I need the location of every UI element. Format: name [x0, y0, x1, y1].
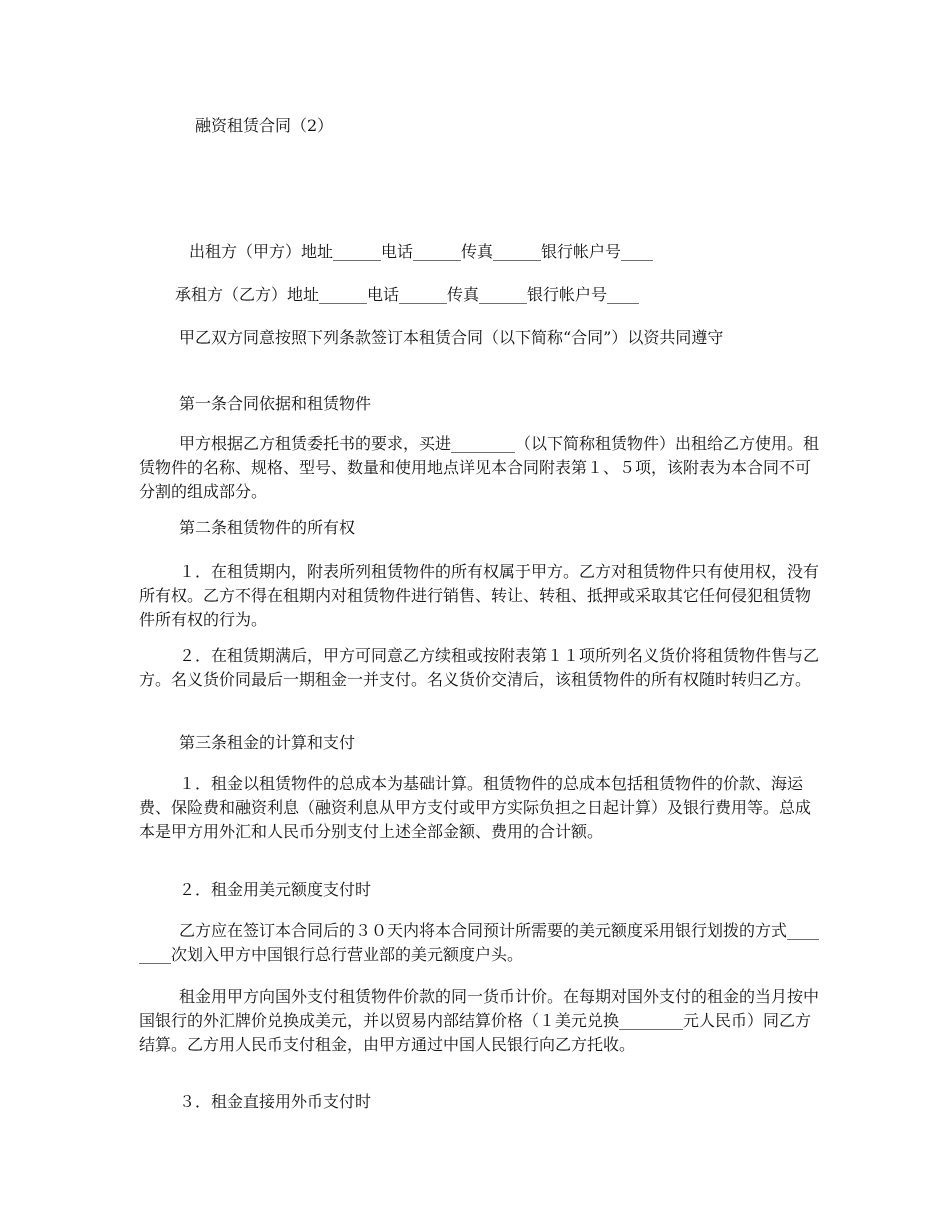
lessor-info-line: 出租方（甲方）地址______电话______传真______银行帐户号____: [189, 242, 654, 261]
article-3-item-2-heading: ２．租金用美元额度支付时: [179, 880, 372, 899]
article-2-heading: 第二条租赁物件的所有权: [179, 518, 356, 537]
article-3-item-1: １．租金以租赁物件的总成本为基础计算。租赁物件的总成本包括租赁物件的价款、海运费、保险费和融资利息（融资利息从甲方支付或甲方实际负担之日起计算）及银行费用等。总成本是甲方用外汇和人民币分别支付上述全部金额、费用的合计额。: [139, 774, 812, 841]
lessee-info-line: 承租方（乙方）地址______电话______传真______银行帐户号____: [175, 285, 640, 304]
agreement-paragraph: 甲乙双方同意按照下列条款签订本租赁合同（以下简称“合同”）以资共同遵守: [179, 328, 724, 347]
document-title: 融资租赁合同（2）: [195, 116, 334, 135]
article-3-heading: 第三条租金的计算和支付: [179, 733, 356, 752]
article-3-item-3-heading: ３．租金直接用外币支付时: [179, 1092, 372, 1111]
article-2-item-1: １．在租赁期内，附表所列租赁物件的所有权属于甲方。乙方对租赁物件只有使用权，没有所有权。乙方不得在租期内对租赁物件进行销售、转让、转租、抵押或采取其它任何侵犯租赁物件所有权的行为。: [139, 562, 820, 629]
article-3-item-2-paragraph-1: 乙方应在签订本合同后的３０天内将本合同预计所需要的美元额度采用银行划拨的方式________次划入甲方中国银行总行营业部的美元额度户头。: [139, 921, 820, 964]
article-1-heading: 第一条合同依据和租赁物件: [179, 394, 372, 413]
article-2-item-2: ２．在租赁期满后，甲方可同意乙方续租或按附表第１１项所列名义货价将租赁物件售与乙方。名义货价同最后一期租金一并支付。名义货价交清后，该租赁物件的所有权随时转归乙方。: [139, 646, 820, 689]
article-1-paragraph: 甲方根据乙方租赁委托书的要求，买进________（以下简称租赁物件）出租给乙方使用。租赁物件的名称、规格、型号、数量和使用地点详见本合同附表第１、５项，该附表为本合同不可分割的组成部分。: [139, 434, 820, 501]
article-3-item-2-paragraph-2: 租金用甲方向国外支付租赁物件价款的同一货币计价。在每期对国外支付的租金的当月按中国银行的外汇牌价兑换成美元，并以贸易内部结算价格（１美元兑换________元人民币）同乙方结算。乙方用人民币支付租金，由甲方通过中国人民银行向乙方托收。: [139, 987, 820, 1054]
